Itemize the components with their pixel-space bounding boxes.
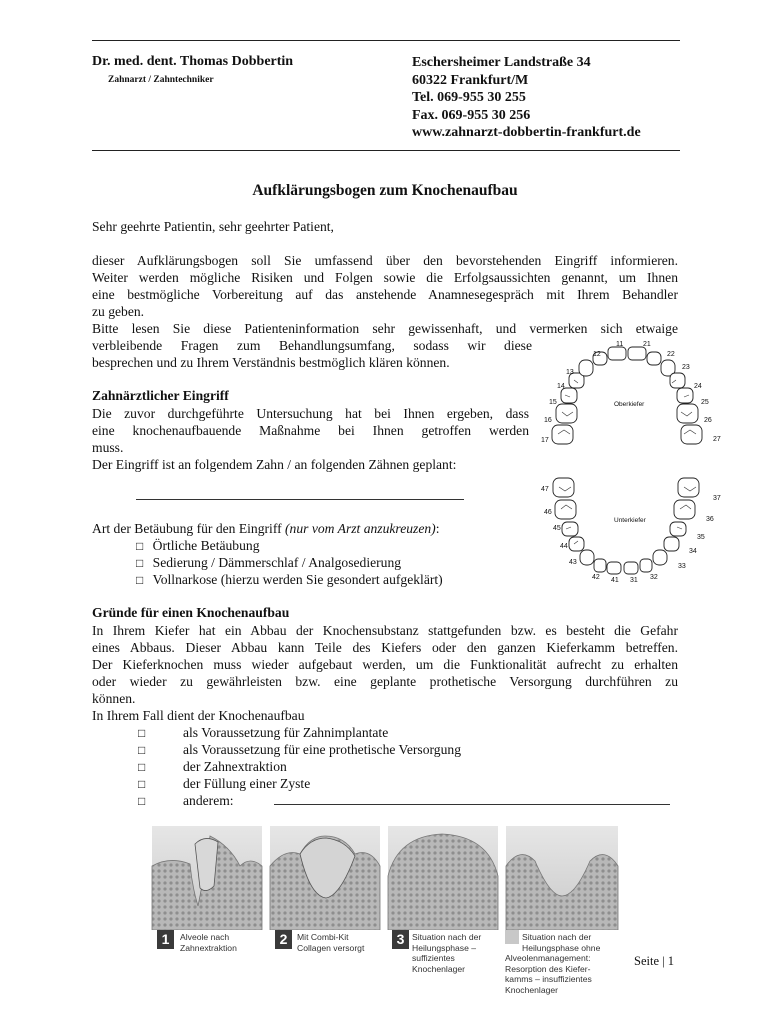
address-website: www.zahnarzt-dobbertin-frankfurt.de [412,125,641,140]
practice-address [412,54,641,142]
greeting: Sehr geehrte Patientin, sehr geehrter Patient, [92,219,334,234]
tooth-number: 47 [541,486,549,493]
tooth-number: 43 [569,559,577,566]
tooth-33 [653,550,667,565]
tooth-21 [628,347,646,360]
tooth-42 [594,559,606,572]
tooth-41 [607,562,621,574]
tooth-15 [561,388,577,403]
step-number-2: 2 [275,930,292,949]
tooth-number: 26 [704,417,712,424]
step-caption-2: Mit Combi-Kit Collagen versorgt [297,932,365,953]
tooth-43 [580,550,594,565]
lower-jaw-label: Unterkiefer [614,517,646,524]
anesthesia-option[interactable] [136,537,260,555]
tooth-number: 34 [689,548,697,555]
checkbox[interactable]: □ [138,760,146,774]
step-number-1: 1 [157,930,174,949]
upper-arch [552,347,702,444]
tooth-36 [674,500,695,519]
tooth-45 [562,522,578,536]
gruende-line: Der Kieferknochen muss wieder aufgebaut werden, um die Funktionalität aufrecht zu erhalten [92,657,678,672]
tooth-17 [552,425,573,444]
tooth-number: 36 [706,516,714,523]
tooth-46 [555,500,576,519]
illustration-resorption [506,826,618,930]
gruende-line: In Ihrem Kiefer hat ein Abbau der Knochensubstanz stattgefunden bzw. es besteht die Gefahr [92,623,678,638]
other-reason-line[interactable] [274,804,670,805]
tooth-44 [569,537,584,551]
tooth-number: 11 [616,341,624,348]
bone-healing-figure [150,826,620,930]
tooth-13 [579,360,593,376]
section-heading-gruende: Gründe für einen Knochenaufbau [92,605,290,620]
intro-line: eine bestmögliche Vorbereitung auf das anstehende Anamnesegespräch mit Ihrem Behandler [92,287,678,302]
checkbox[interactable]: □ [138,726,146,740]
address-city: 60322 Frankfurt/M [412,72,529,88]
checkbox[interactable]: □ [138,743,146,757]
step-caption-4: Situation nach der Heilungsphase ohne Alveolenmanagement: Resorption des Kiefer- kamms – insuffizientes Knochenlager [505,932,601,995]
doctor-name: Dr. med. dent. Thomas Dobbertin [92,54,294,69]
tooth-number: 41 [611,577,619,584]
anesthesia-label: Art der Betäubung für den Eingriff (nur vom Arzt anzukreuzen): [92,521,440,536]
address-fax: Fax. 069-955 30 256 [412,107,531,123]
tooth-number: 42 [592,574,600,581]
tooth-11 [608,347,626,360]
address-phone: Tel. 069-955 30 255 [412,90,526,105]
upper-jaw-label: Oberkiefer [614,401,645,408]
tooth-number: 23 [682,364,690,371]
gruende-line: eines Abbaus. Dieser Abbau kann Teile des Kiefers oder den ganzen Kieferkamm betreffen. [92,640,678,655]
intro-line: besprechen und zu Ihrem Verständnis bestmöglich klären können. [92,355,450,370]
tooth-37 [678,478,699,497]
anesthesia-option[interactable] [136,571,443,589]
tooth-number: 45 [553,525,561,532]
intro-line: Bitte lesen Sie diese Patienteninformation sehr gewissenhaft, und vermerken sich etwaige [92,321,678,336]
step-caption-3: Situation nach der Heilungsphase – suffizientes Knochenlager [412,932,482,974]
tooth-number: 33 [678,563,686,570]
checkbox[interactable]: □ [136,573,144,587]
tooth-27 [681,425,702,444]
tooth-number: 14 [557,383,565,390]
anesthesia-note: (nur vom Arzt anzukreuzen) [285,521,436,536]
tooth-32 [640,559,652,572]
checkbox[interactable]: □ [138,794,146,808]
reason-option: anderem: [183,793,234,808]
tooth-number: 32 [650,574,658,581]
checkbox[interactable]: □ [136,556,144,570]
checkbox[interactable]: □ [136,539,144,553]
reason-option: als Voraussetzung für Zahnimplantate [183,725,389,740]
document-title: Aufklärungsbogen zum Knochenaufbau [252,182,518,199]
tooth-number: 17 [541,437,549,444]
reason-option: der Zahnextraktion [183,759,287,774]
reason-option: als Voraussetzung für eine prothetische Versorgung [183,742,461,757]
tooth-number: 44 [560,543,568,550]
intro-line: zu geben. [92,304,145,319]
tooth-number: 31 [630,577,638,584]
tooth-34 [664,537,679,551]
tooth-number: 22 [667,351,675,358]
option-label: Vollnarkose (hierzu werden Sie gesondert aufgeklärt) [152,572,443,587]
gruende-line: In Ihrem Fall dient der Knochenaufbau [92,708,305,723]
tooth-25 [677,388,693,403]
tooth-number: 15 [549,399,557,406]
tooth-24 [670,373,685,388]
eingriff-line: eine knochenaufbauende Maßnahme bei Ihnen getroffen werden [92,423,529,438]
intro-line: Weiter werden mögliche Risiken und Folgen sowie die Erfolgsaussichten genannt, um Ihnen [92,270,678,285]
checkbox[interactable]: □ [138,777,146,791]
tooth-number: 12 [593,351,601,358]
gruende-line: können. [92,691,136,706]
intro-line: verbleibende Fragen zum Behandlungsumfang, sodass wir diese [92,338,532,353]
illustration-alveole [152,826,262,930]
option-label: Sedierung / Dämmerschlaf / Analgosedierung [152,555,402,570]
tooth-number: 21 [643,341,651,348]
tooth-number: 13 [566,369,574,376]
header-bottom-rule [92,150,680,151]
illustration-healed [388,826,498,930]
tooth-number: 24 [694,383,702,390]
anesthesia-option[interactable] [136,554,401,572]
eingriff-line: muss. [92,440,124,455]
tooth-number: 16 [544,417,552,424]
tooth-26 [677,404,698,423]
step-number-3: 3 [392,930,409,949]
tooth-16 [556,404,577,423]
tooth-35 [670,522,686,536]
header-top-rule [92,40,680,41]
doctor-title: Zahnarzt / Zahntechniker [108,75,214,85]
tooth-47 [553,478,574,497]
gruende-line: oder wieder zu gewährleisten bzw. eine geplante prothetische Versorgung durchführen zu [92,674,678,689]
tooth-number: 46 [544,509,552,516]
illustration-combi-kit [270,826,380,930]
tooth-22 [647,352,661,365]
option-label: Örtliche Betäubung [152,538,260,553]
reason-option: der Füllung einer Zyste [183,776,311,791]
tooth-number: 25 [701,399,709,406]
tooth-number: 27 [713,436,721,443]
eingriff-line: Der Eingriff ist an folgendem Zahn / an folgenden Zähnen geplant: [92,457,457,472]
teeth-entry-line[interactable] [136,499,464,500]
step-caption-1: Alveole nach Zahnextraktion [180,932,237,953]
page-number: Seite | 1 [634,954,674,968]
eingriff-line: Die zuvor durchgeführte Untersuchung hat bei Ihnen ergeben, dass [92,406,529,421]
tooth-number: 37 [713,495,721,502]
address-street: Eschersheimer Landstraße 34 [412,55,591,70]
intro-line: dieser Aufklärungsbogen soll Sie umfassend über den bevorstehenden Eingriff informieren. [92,253,678,268]
tooth-31 [624,562,638,574]
section-heading-eingriff: Zahnärztlicher Eingriff [92,388,229,403]
tooth-number: 35 [697,534,705,541]
dental-chart [536,338,736,588]
